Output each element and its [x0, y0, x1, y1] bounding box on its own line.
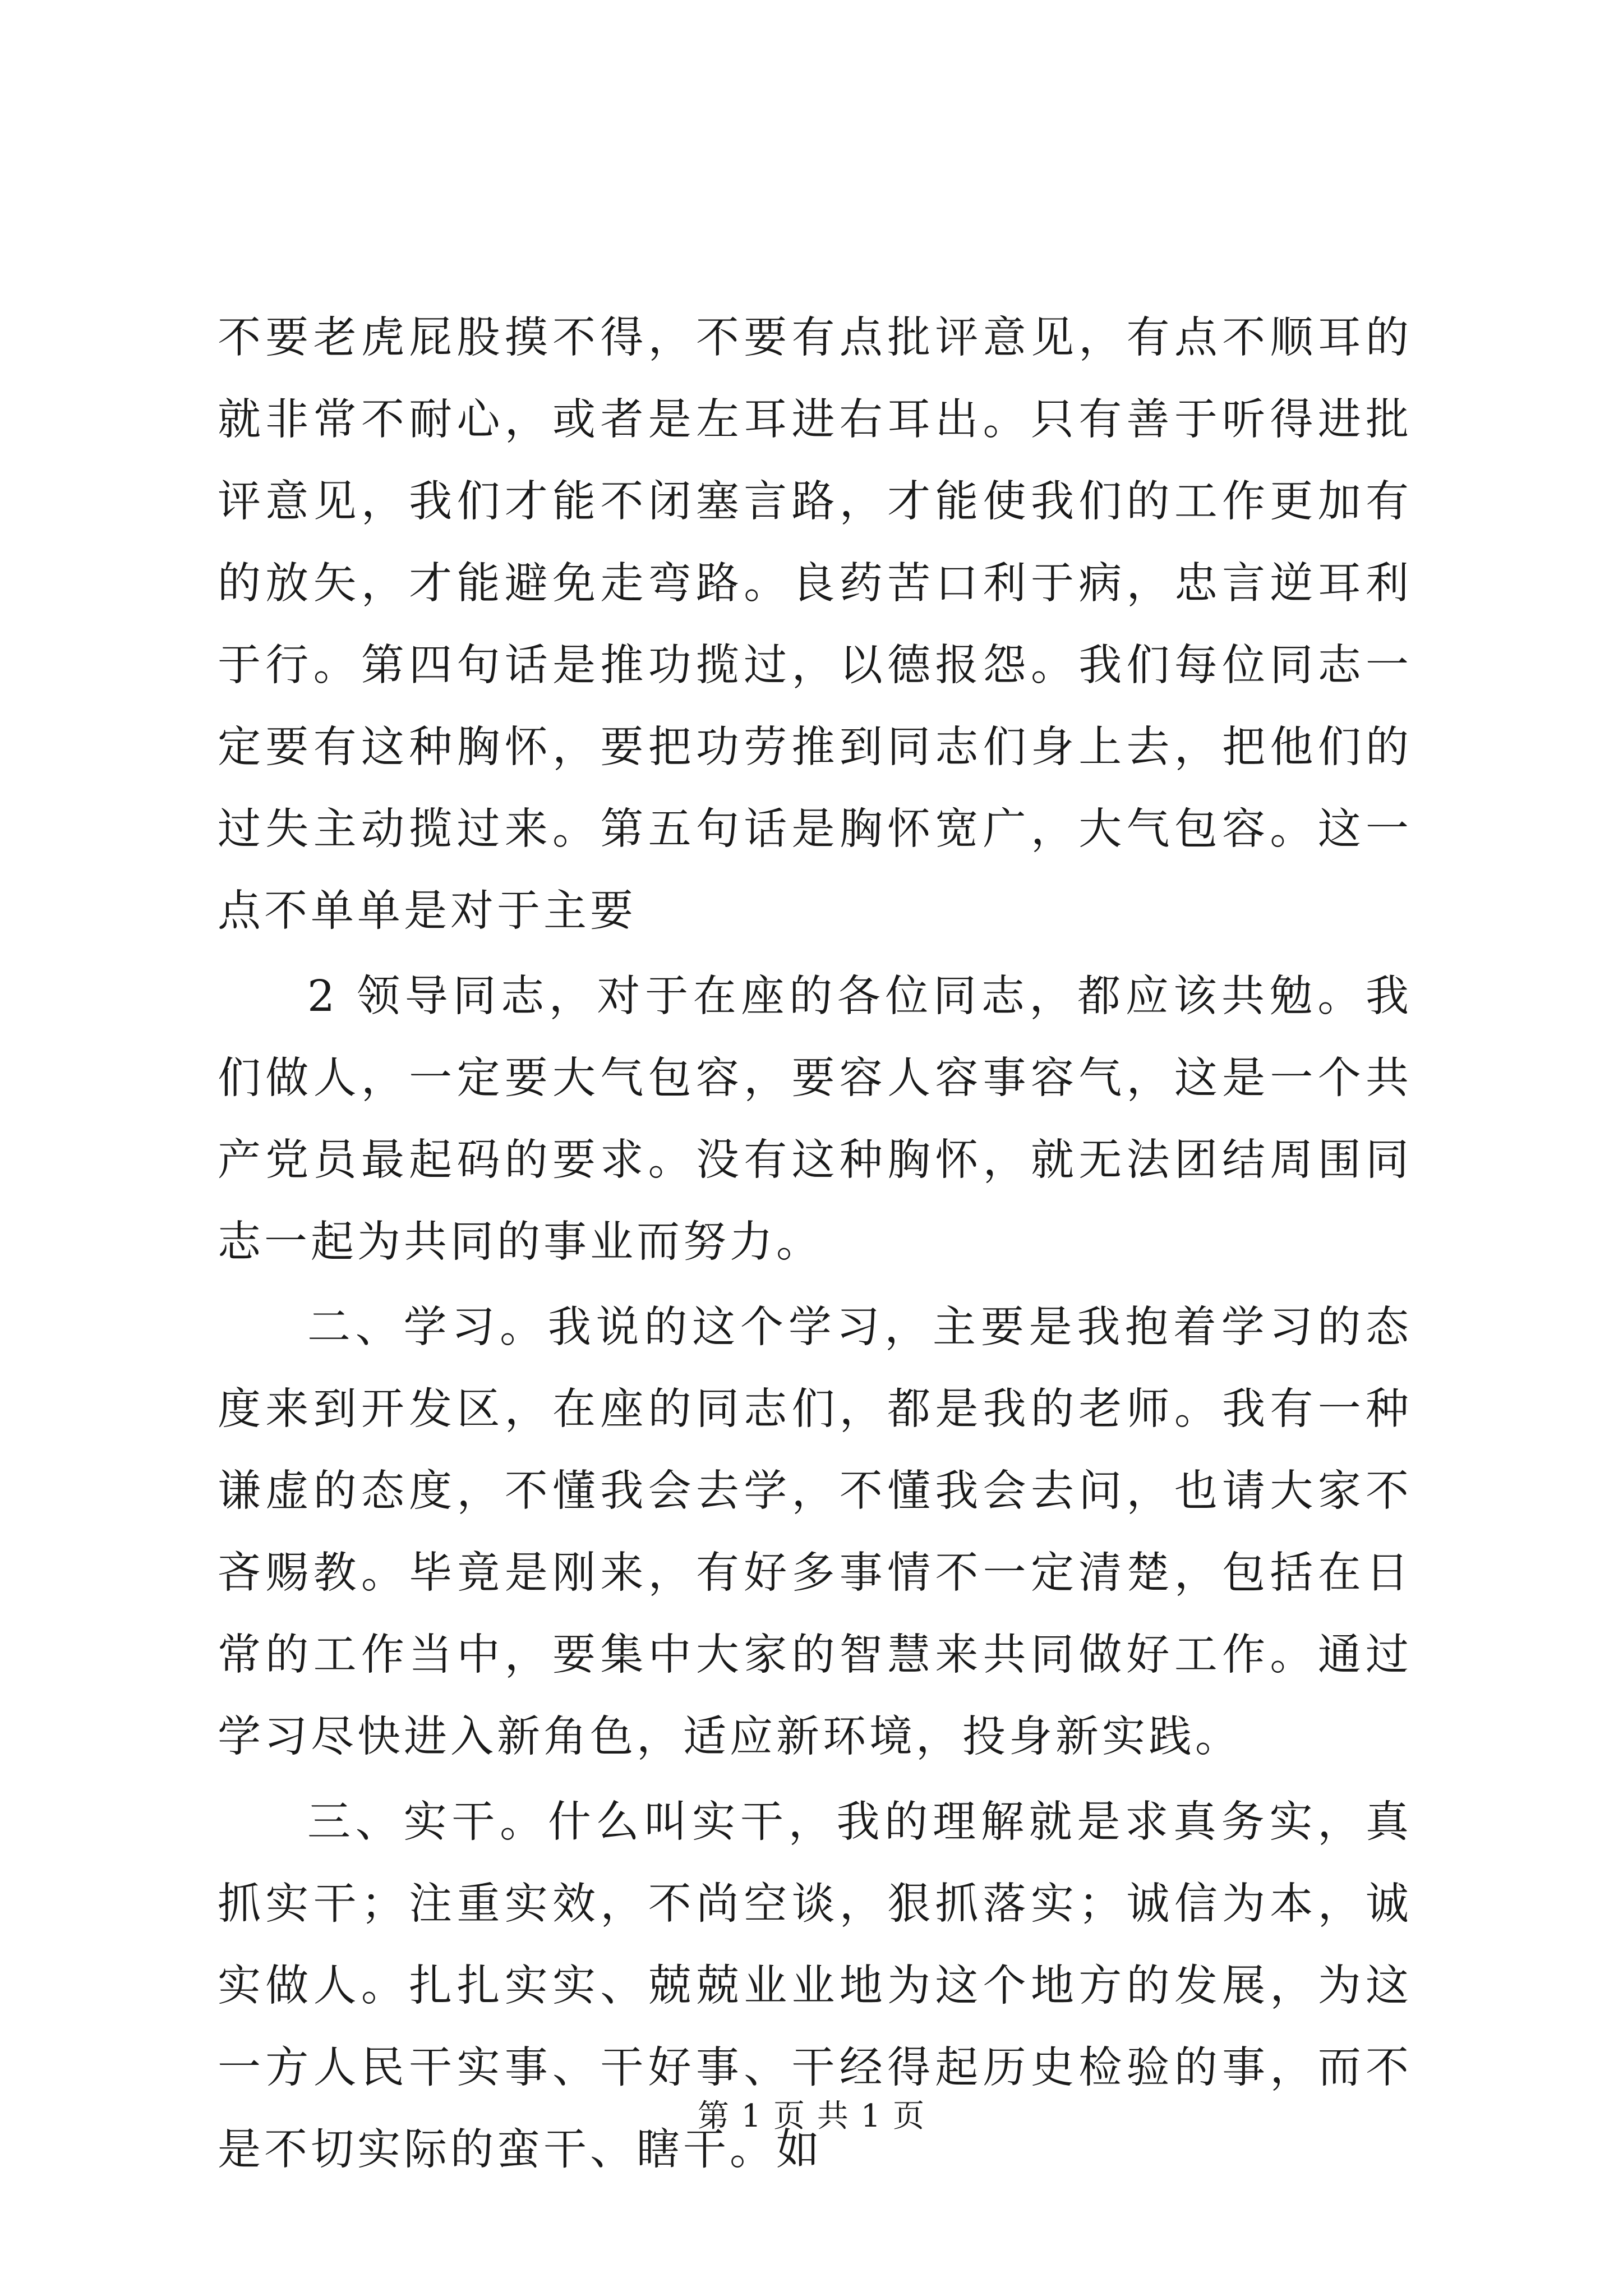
paragraph-practical-work: 三、实干。什么叫实干，我的理解就是求真务实，真抓实干；注重实效，不尚空谈，狠抓落实；诚信为本，诚实做人。扎扎实实、兢兢业业地为这个地方的发展，为这一方人民干实事、干好事、干经得起历史检验的事，而不是不切实际的蛮干、瞎干。如 [218, 1797, 1412, 2175]
page-number-footer: 第 1 页 共 1 页 [697, 2098, 926, 2134]
paragraph-continuation: 不要老虎屁股摸不得，不要有点批评意见，有点不顺耳的就非常不耐心，或者是左耳进右耳出。只有善于听得进批评意见，我们才能不闭塞言路，才能使我们的工作更加有的放矢，才能避免走弯路。良药苦口利于病，忠言逆耳利于行。第四句话是推功揽过，以德报怨。我们每位同志一定要有这种胸怀，要把功劳推到同志们身上去，把他们的过失主动揽过来。第五句话是胸怀宽广，大气包容。这一点不单单是对于主要 [218, 313, 1412, 936]
paragraph-leader-comrades: 2 领导同志，对于在座的各位同志，都应该共勉。我们做人，一定要大气包容，要容人容事容气，这是一个共产党员最起码的要求。没有这种胸怀，就无法团结周围同志一起为共同的事业而努力。 [218, 972, 1412, 1267]
document-body [218, 297, 1412, 2191]
paragraph-study: 二、学习。我说的这个学习，主要是我抱着学习的态度来到开发区，在座的同志们，都是我的老师。我有一种谦虚的态度，不懂我会去学，不懂我会去问，也请大家不吝赐教。毕竟是刚来，有好多事情不一定清楚，包括在日常的工作当中，要集中大家的智慧来共同做好工作。通过学习尽快进入新角色，适应新环境，投身新实践。 [218, 1303, 1412, 1762]
